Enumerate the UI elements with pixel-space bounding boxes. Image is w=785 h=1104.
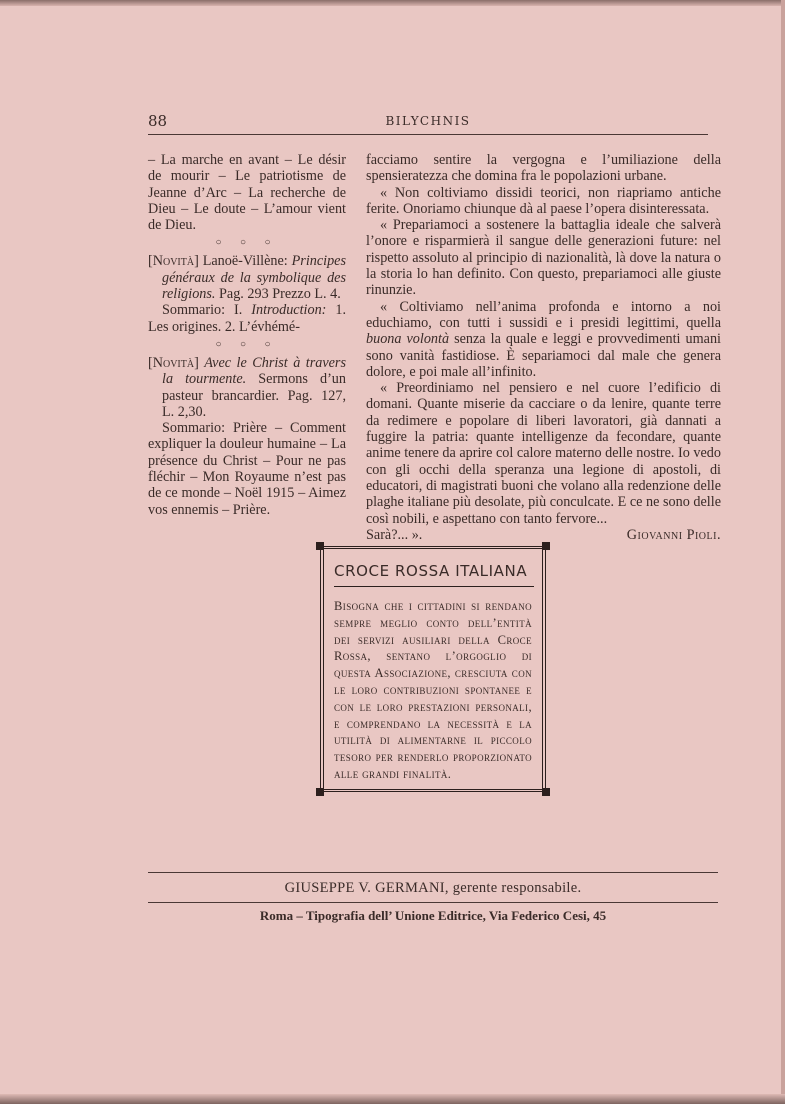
corner-ornament xyxy=(316,542,324,550)
page-edge-bottom xyxy=(0,1094,785,1104)
croce-rossa-box xyxy=(314,540,552,798)
entry-1-details: Pag. 293 Prezzo L. 4. xyxy=(215,286,341,303)
section-separator: ○ ○ ○ xyxy=(215,237,279,249)
header-rule xyxy=(148,134,708,135)
page-header xyxy=(148,112,708,132)
page-number: 88 xyxy=(148,112,168,130)
entry-1-author: Lanoë-Villène: xyxy=(198,253,292,270)
right-paragraph-4 xyxy=(366,299,721,380)
right-paragraph-5: « Preordiniamo nel pensiero e nel cuore l’edificio di domani. Quante miserie da cacciare o da lenire, quante terre da redimere e popolare di liberi lavoratori, già dannati a fuggire la patria: quante intelligenze da fecondare, quante anime tenere da aprire col calore materno delle nostre. Io vedo con gli occhi della speranza una legione di apostoli, di educatori, di magistrati buoni che volano alla redenzione delle plaghe italiane più desolate, più conculcate. E ce ne sono delle così nobili, e aspettano con tanto fervore... xyxy=(366,380,721,527)
corner-ornament xyxy=(542,542,550,550)
footer-rule xyxy=(148,872,718,873)
corner-ornament xyxy=(542,788,550,796)
running-title: BILYCHNIS xyxy=(385,114,471,128)
left-paragraph-1: – La marche en avant – Le désir de mourir – Le patriotisme de Jeanne d’Arc – La recherche de Dieu – Le doute – L’amour vient de Dieu. xyxy=(148,152,346,234)
summary-title: Introduction: xyxy=(251,302,327,319)
right-paragraph-1: facciamo sentire la vergogna e l’umiliazione della spensieratezza che domina fra le popolazioni urbane. xyxy=(366,152,721,185)
summary-label: Sommario: I. xyxy=(162,302,252,319)
closing-question: Sarà?... ». xyxy=(366,526,423,543)
novita-tag: Novità xyxy=(152,253,195,270)
printer-imprint: Roma – Tipografia dell’ Unione Editrice, Via Federico Cesi, 45 xyxy=(259,908,607,923)
section-separator: ○ ○ ○ xyxy=(215,338,279,350)
right-paragraph-2: « Non coltiviamo dissidi teorici, non riapriamo antiche ferite. Onoriamo chiunque dà al paese l’opera disinteressata. xyxy=(366,184,721,217)
novita-tag: Novità xyxy=(152,354,195,371)
entry-1-title: Principes généraux de la symbolique des religions. xyxy=(162,253,346,303)
entry-1-summary xyxy=(148,302,346,335)
entry-2-details: Sermons d’un pasteur brancardier. Pag. 127, L. 2,30. xyxy=(162,371,346,420)
p4-text-b: senza la quale e leggi e provvedimenti umani sono vanità fastidiose. È separiamoci dal male che genera dolore, e poi male all’infinito. xyxy=(366,331,721,380)
entry-2-summary: Sommario: Prière – Comment expliquer la douleur humaine – La présence du Christ – Pour ne pas fléchir – Mon Royaume n’est pas de ce monde – Noël 1915 – Aimez vos ennemis – Prière. xyxy=(148,420,346,518)
p4-italic: buona volontà xyxy=(366,331,450,348)
left-column xyxy=(148,152,346,518)
footer-rule xyxy=(148,902,718,903)
croce-rossa-title: CROCE ROSSA ITALIANA xyxy=(334,562,534,587)
author-signature: Giovanni Pioli. xyxy=(626,526,721,543)
page-edge-right xyxy=(781,0,785,1104)
entry-2-title: Avec le Christ à travers la tourmente. xyxy=(162,354,346,388)
book-entry-1: [Novità] Lanoë-Villène: Principes généraux de la symbolique des religions. Pag. 293 Prezzo L. 4. xyxy=(148,253,346,303)
corner-ornament xyxy=(316,788,324,796)
right-column xyxy=(366,152,721,543)
gerente-line: GIUSEPPE V. GERMANI, gerente responsabile. xyxy=(284,880,582,896)
book-entry-2: [Novità] Avec le Christ à travers la tourmente. Sermons d’un pasteur brancardier. Pag. 127, L. 2,30. xyxy=(148,354,346,420)
page-edge-top xyxy=(0,0,785,6)
right-paragraph-3: « Prepariamoci a sostenere la battaglia ideale che salverà l’onore e risparmierà il sangue delle generazioni future: nel rispetto assoluto al principio di nazionalità, là dove la natura o la storia lo han definito. Con questo, prepariamoci alle giuste rinunzie. xyxy=(366,217,721,299)
p4-text-a: « Coltiviamo nell’anima profonda e intorno a noi educhiamo, con tutti i sussidi e i presidi legittimi, quella xyxy=(366,298,721,331)
croce-rossa-text: Bisogna che i cittadini si rendano sempre meglio conto dell’entità dei servizi ausiliari della Croce Rossa, sentano l’orgoglio di questa Associazione, cresciuta con le loro contribuzioni spontanee e con le loro prestazioni personali, e comprendano la necessità e la utilità di alimentarne il piccolo tesoro per renderlo proporzionato alle grandi finalità. xyxy=(334,599,532,781)
summary-text: 1. Les origines. 2. L’évhémé- xyxy=(148,302,347,335)
